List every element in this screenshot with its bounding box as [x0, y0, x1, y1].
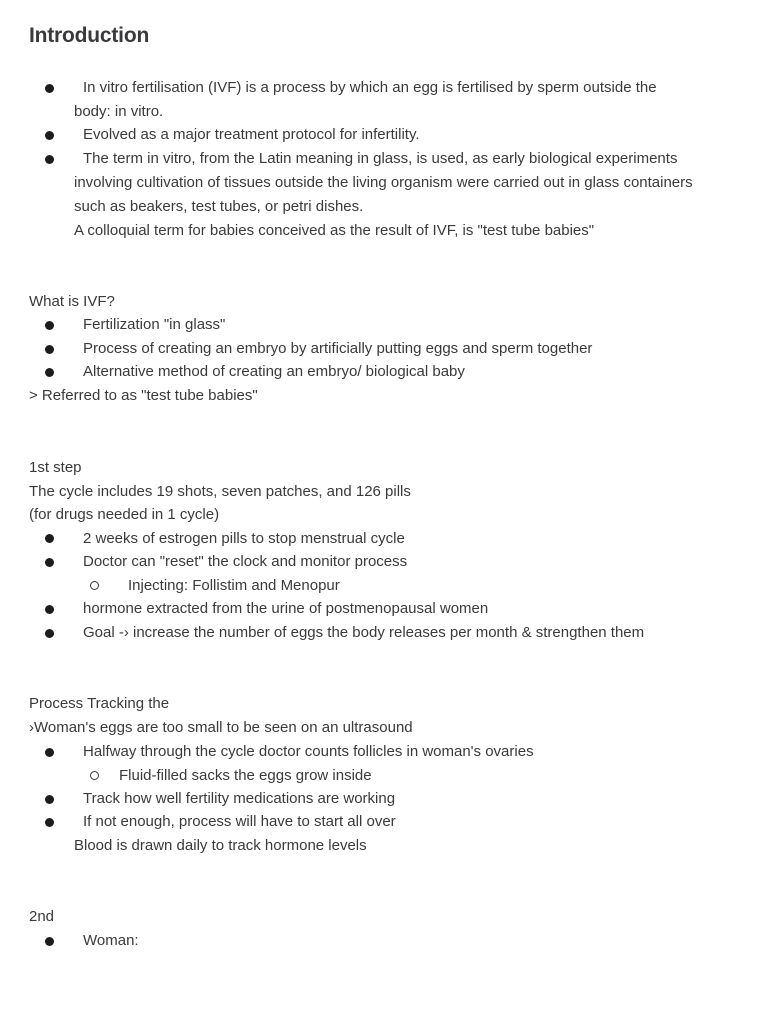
bullet-marker [45, 155, 54, 164]
bullet-marker [45, 748, 54, 757]
intro-bullet-3-line-3: such as beakers, test tubes, or petri dishes. [74, 198, 364, 215]
intro-bullet-3-line-2: involving cultivation of tissues outside the living organism were carried out in glass containers [74, 174, 693, 191]
tracking-sub-bullet-1: Fluid-filled sacks the eggs grow inside [119, 767, 372, 784]
step2-heading: 2nd [29, 908, 55, 925]
page-title: Introduction [29, 24, 150, 47]
step1-line-1: The cycle includes 19 shots, seven patches, and 126 pills [29, 483, 411, 500]
step1-bullet-4: Goal -› increase the number of eggs the body releases per month & strengthen them [83, 624, 645, 641]
sub-bullet-marker [90, 771, 99, 780]
intro-bullet-1-line-1: In vitro fertilisation (IVF) is a process by which an egg is fertilised by sperm outside the [83, 79, 657, 96]
bullet-marker [45, 937, 54, 946]
intro-bullet-3-line-1: The term in vitro, from the Latin meaning in glass, is used, as early biological experiments [83, 150, 678, 167]
what-is-bullet-2: Process of creating an embryo by artificially putting eggs and sperm together [83, 340, 593, 357]
bullet-marker [45, 795, 54, 804]
tracking-heading: Process Tracking the [29, 695, 170, 712]
bullet-marker [45, 534, 54, 543]
tracking-continuation: Blood is drawn daily to track hormone levels [74, 837, 367, 854]
bullet-marker [45, 629, 54, 638]
bullet-marker [45, 321, 54, 330]
tracking-bullet-2: Track how well fertility medications are working [83, 790, 396, 807]
bullet-marker [45, 84, 54, 93]
intro-bullet-3-line-4: A colloquial term for babies conceived as the result of IVF, is "test tube babies" [74, 222, 595, 239]
step1-bullet-2: Doctor can "reset" the clock and monitor process [83, 553, 408, 570]
bullet-marker [45, 368, 54, 377]
tracking-bullet-3: If not enough, process will have to start all over [83, 813, 396, 830]
bullet-marker [45, 605, 54, 614]
step1-sub-bullet-1: Injecting: Follistim and Menopur [128, 577, 340, 594]
what-is-ivf-heading: What is IVF? [29, 293, 115, 310]
bullet-marker [45, 558, 54, 567]
step1-bullet-3: hormone extracted from the urine of postmenopausal women [83, 600, 489, 617]
intro-bullet-1-line-2: body: in vitro. [74, 103, 164, 120]
step1-bullet-1: 2 weeks of estrogen pills to stop menstrual cycle [83, 530, 405, 547]
bullet-marker [45, 345, 54, 354]
what-is-bullet-1: Fertilization "in glass" [83, 316, 226, 333]
what-is-bullet-3: Alternative method of creating an embryo/ biological baby [83, 363, 465, 380]
step2-bullet-1: Woman: [83, 932, 139, 949]
what-is-note: > Referred to as "test tube babies" [29, 387, 258, 404]
tracking-bullet-1: Halfway through the cycle doctor counts follicles in woman's ovaries [83, 743, 534, 760]
step1-line-2: (for drugs needed in 1 cycle) [29, 506, 220, 523]
bullet-marker [45, 131, 54, 140]
intro-bullet-2: Evolved as a major treatment protocol for infertility. [83, 126, 420, 143]
bullet-marker [45, 818, 54, 827]
tracking-line-1: ›Woman's eggs are too small to be seen on an ultrasound [29, 719, 413, 736]
sub-bullet-marker [90, 581, 99, 590]
step1-heading: 1st step [29, 459, 82, 476]
